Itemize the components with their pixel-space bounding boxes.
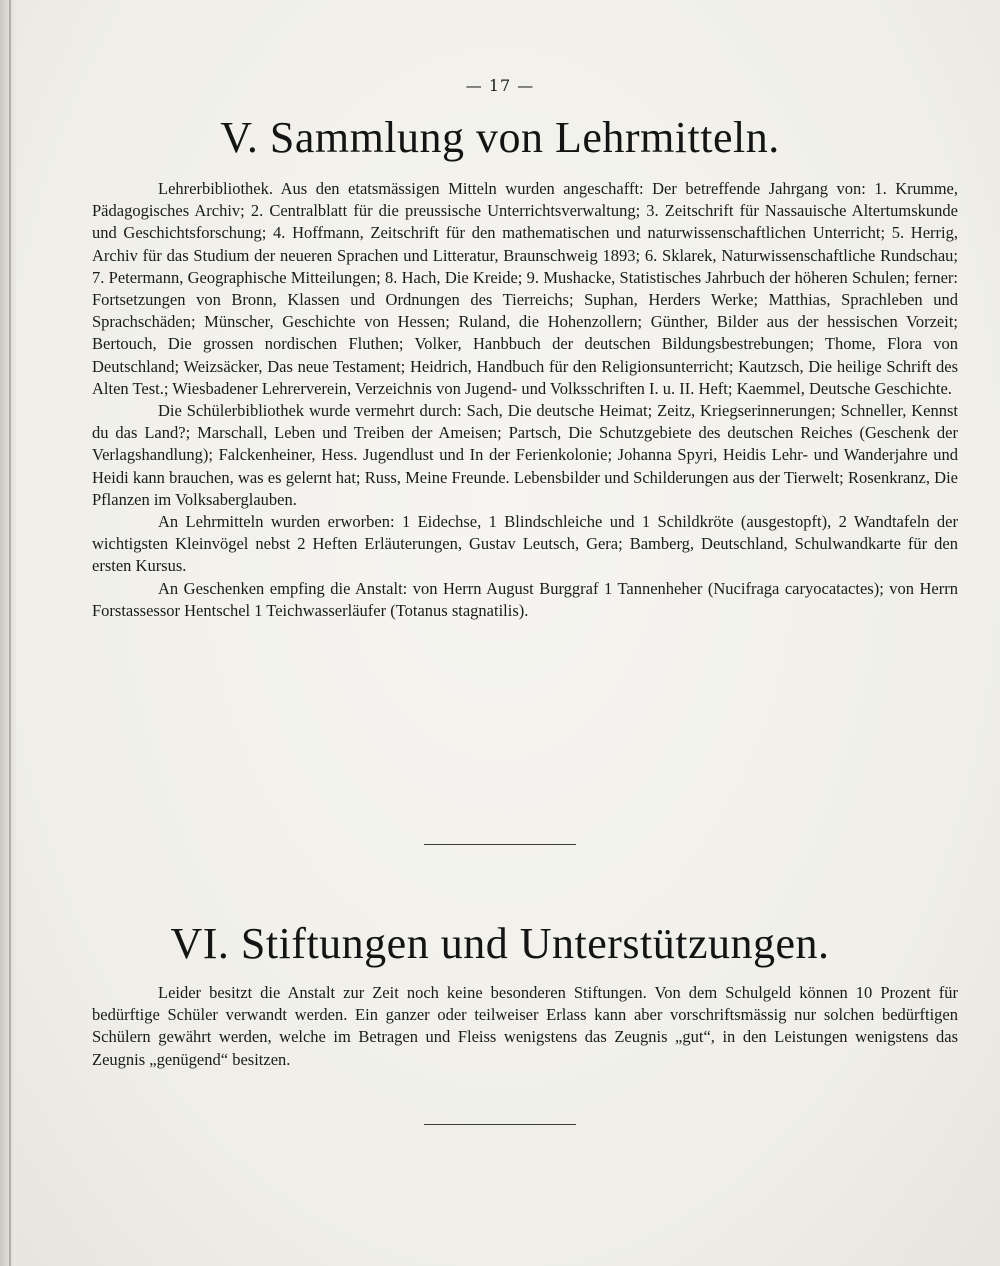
page-number: — 17 — xyxy=(465,76,535,95)
section-v-body xyxy=(92,178,958,622)
end-divider xyxy=(424,1124,576,1125)
section-v-heading: V. Sammlung von Lehrmitteln. xyxy=(220,113,780,162)
section-vi-heading: VI. Stiftungen und Unterstützungen. xyxy=(170,919,830,968)
section-divider xyxy=(424,844,576,845)
binding-edge xyxy=(0,0,16,1266)
binding-line xyxy=(9,0,11,1266)
paragraph-stiftungen: Leider besitzt die Anstalt zur Zeit noch keine besonderen Stiftungen. Von dem Schulgeld können 10 Prozent für bedürftige Schüler verwandt werden. Ein ganzer oder teilweiser Erlass kann aber vorschriftsmässig nur solchen bedürftigen Schülern gewährt werden, welche im Betragen und Fleiss wenigstens das Zeugnis „gut“, in den Leistungen wenigstens das Zeugnis „genügend“ besitzen. xyxy=(92,983,958,1069)
section-vi-body xyxy=(92,982,958,1071)
paragraph-schuelerbibliothek: Die Schülerbibliothek wurde vermehrt durch: Sach, Die deutsche Heimat; Zeitz, Kriegserinnerungen; Schneller, Kennst du das Land?; Marschall, Leben und Treiben der Ameisen; Partsch, Die Schutzgebiete des deutschen Reiches (Geschenk der Verlagshandlung); Falckenheiner, Hess. Jugendlust und In der Ferienkolonie; Johanna Spyri, Heidis Lehr- und Wanderjahre und Heidi kann brauchen, was es gelernt hat; Russ, Meine Freunde. Lebensbilder und Schilderungen aus der Tierwelt; Rosenkranz, Die Pflanzen im Volksaberglauben. xyxy=(92,401,958,509)
paragraph-lehrerbibliothek: Lehrerbibliothek. Aus den etatsmässigen Mitteln wurden angeschafft: Der betreffende Jahrgang von: 1. Krumme, Pädagogisches Archiv; 2. Centralblatt für die preussische Unterrichtsverwaltung; 3. Zeitschrift für Nassauische Altertumskunde und Geschichtsforschung; 4. Hoffmann, Zeitschrift für den mathematischen und naturwissenschaftlichen Unterricht; 5. Herrig, Archiv für das Studium der neueren Sprachen und Litteratur, Braunschweig 1893; 6. Sklarek, Naturwissenschaftliche Rundschau; 7. Petermann, Geographische Mitteilungen; 8. Hach, Die Kreide; 9. Mushacke, Statistisches Jahrbuch der höheren Schulen; ferner: Fortsetzungen von Bronn, Klassen und Ordnungen des Tierreichs; Suphan, Herders Werke; Matthias, Sprachleben und Sprachschäden; Münscher, Geschichte von Hessen; Ruland, die Hohenzollern; Günther, Bilder aus der hessischen Vorzeit; Bertouch, Die grossen nordischen Fluthen; Volker, Hanbbuch der deutschen Bildungsbestrebungen; Thome, Flora von Deutschland; Weizsäcker, Das neue Testament; Heidrich, Handbuch für den Religionsunterricht; Kautzsch, Die heilige Schrift des Alten Test.; Wiesbadener Lehrerverein, Verzeichnis von Jugend- und Volksschriften I. u. II. Heft; Kaemmel, Deutsche Geschichte. xyxy=(92,179,958,398)
paragraph-geschenke: An Geschenken empfing die Anstalt: von Herrn August Burggraf 1 Tannenheher (Nucifraga caryocatactes); von Herrn Forstassessor Hentschel 1 Teichwasserläufer (Totanus stagnatilis). xyxy=(92,578,958,620)
paragraph-lehrmittel: An Lehrmitteln wurden erworben: 1 Eidechse, 1 Blindschleiche und 1 Schildkröte (ausgestopft), 2 Wandtafeln der wichtigsten Kleinvögel nebst 2 Heften Erläuterungen, Gustav Leutsch, Gera; Bamberg, Deutschland, Schulwandkarte für den ersten Kursus. xyxy=(92,512,958,576)
